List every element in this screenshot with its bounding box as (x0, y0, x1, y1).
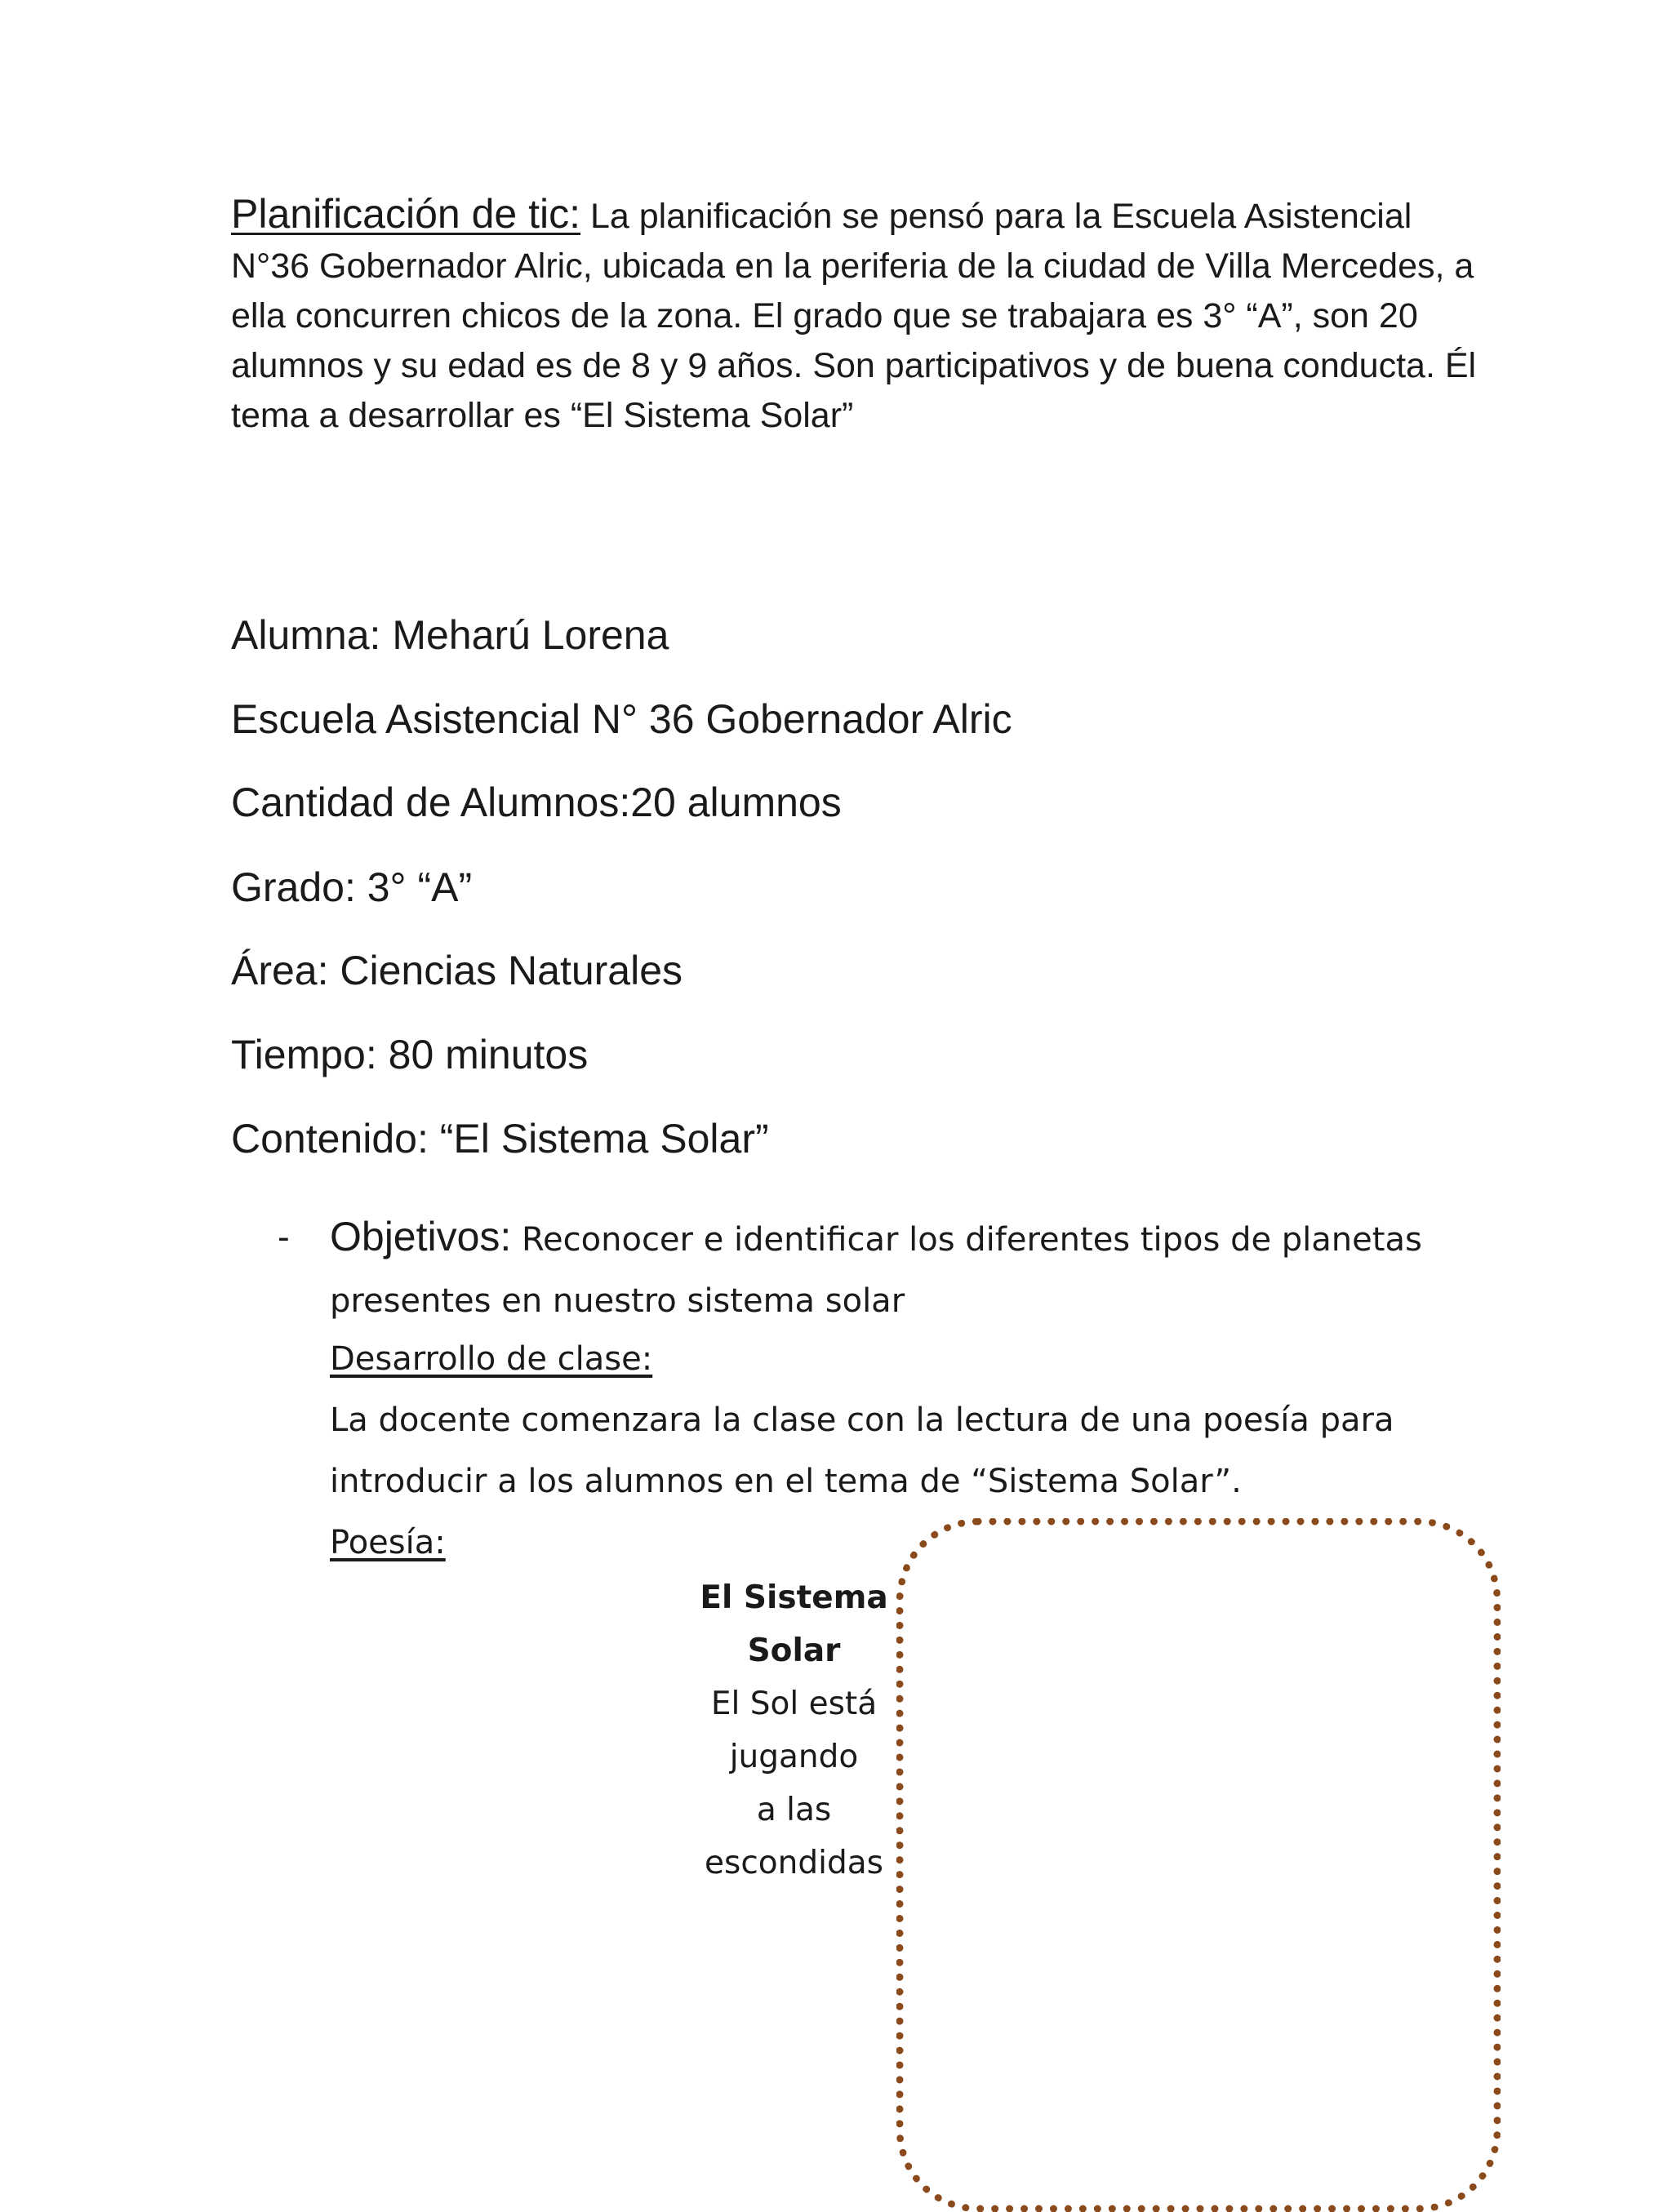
info-alumna: Alumna: Meharú Lorena (231, 612, 669, 658)
poem-line: El Sol está (710, 1686, 878, 1722)
objectives-text (330, 1206, 1456, 1332)
development-text: La docente comenzara la clase con la lectura de una poesía para introducir a los alumnos en el tema de “Sistema Solar”. (330, 1401, 1394, 1500)
objectives-label: Objetivos: (330, 1214, 512, 1259)
info-escuela: Escuela Asistencial N° 36 Gobernador Alric (231, 696, 1012, 742)
info-cantidad: Cantidad de Alumnos:20 alumnos (231, 780, 842, 825)
poem-line: jugando (729, 1739, 859, 1775)
info-tiempo: Tiempo: 80 minutos (231, 1032, 589, 1077)
poem-title-line-1: El Sistema (700, 1579, 888, 1616)
list-dash: - (278, 1217, 290, 1257)
poem-title-line-2: Solar (747, 1632, 841, 1669)
development-heading: Desarrollo de clase: (330, 1340, 653, 1378)
info-area: Área: Ciencias Naturales (231, 948, 683, 993)
poem (678, 1571, 910, 1890)
intro-text: La planificación se pensó para la Escuela Asistencial N°36 Gobernador Alric, ubicada en la periferia de la ciudad de Villa Mercedes, a ella concurren chicos de la zona. El grado que se trabajara es 3° “A”, son 20 alumnos y su edad es de 8 y 9 años. Son participativos y de buena conducta. Él tema a desarrollar es “El Sistema Solar” (231, 197, 1477, 435)
intro-paragraph (231, 189, 1488, 441)
poem-label: Poesía: (330, 1524, 446, 1561)
dotted-decorative-frame (896, 1518, 1501, 2212)
info-contenido: Contenido: “El Sistema Solar” (231, 1116, 769, 1162)
objectives-body: Reconocer e identificar los diferentes tipos de planetas presentes en nuestro sistema solar (330, 1221, 1422, 1320)
intro-heading: Planificación de tic: (231, 191, 581, 237)
poem-line: escondidas (705, 1845, 883, 1881)
poem-line: a las (756, 1792, 832, 1828)
info-grado: Grado: 3° “A” (231, 864, 473, 910)
